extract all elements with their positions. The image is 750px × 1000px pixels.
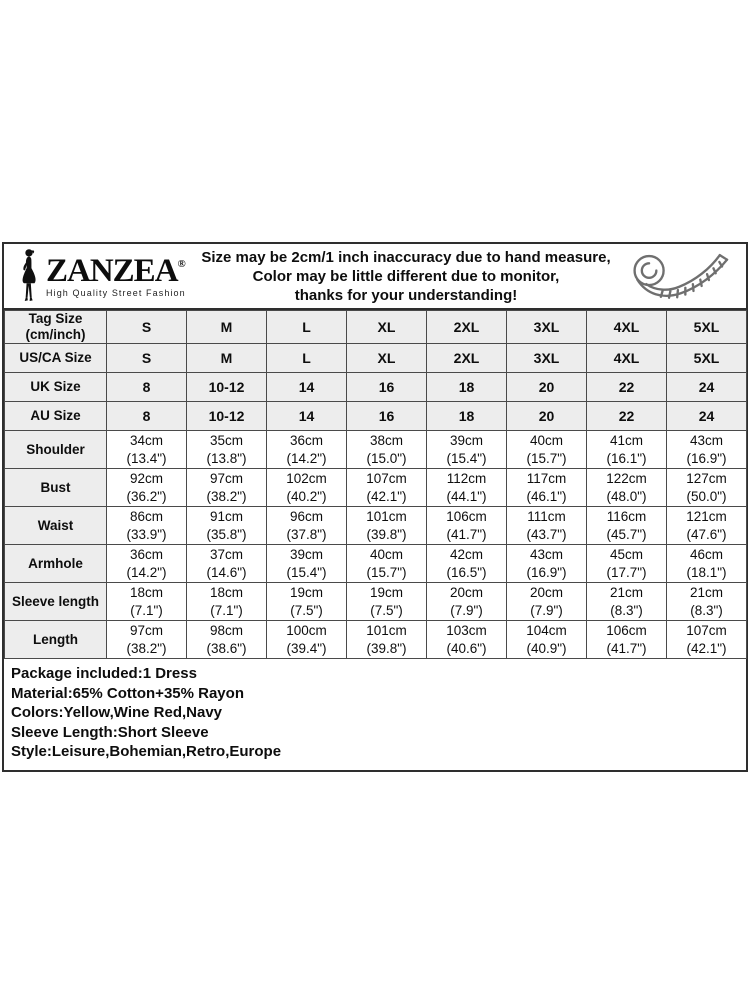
size-value-cell: 10-12 bbox=[187, 402, 267, 431]
table-row bbox=[5, 373, 747, 402]
measurement-cell: 92cm (36.2") bbox=[107, 469, 187, 507]
size-value-cell: XL bbox=[347, 344, 427, 373]
measurement-cell: 111cm (43.7") bbox=[507, 507, 587, 545]
measurement-cell: 98cm (38.6") bbox=[187, 621, 267, 659]
size-value-cell: M bbox=[187, 344, 267, 373]
row-label-cell: Bust bbox=[5, 469, 107, 507]
table-row bbox=[5, 545, 747, 583]
size-value-cell: 8 bbox=[107, 373, 187, 402]
measurement-cell: 36cm (14.2") bbox=[267, 431, 347, 469]
size-value-cell: 20 bbox=[507, 373, 587, 402]
measurement-cell: 112cm (44.1") bbox=[427, 469, 507, 507]
size-value-cell: 5XL bbox=[667, 311, 747, 344]
measurement-cell: 101cm (39.8") bbox=[347, 621, 427, 659]
measurement-cell: 91cm (35.8") bbox=[187, 507, 267, 545]
size-value-cell: 24 bbox=[667, 373, 747, 402]
measurement-cell: 36cm (14.2") bbox=[107, 545, 187, 583]
brand-logo bbox=[4, 248, 192, 304]
table-row bbox=[5, 344, 747, 373]
brand-logo-text bbox=[46, 252, 186, 298]
size-value-cell: 10-12 bbox=[187, 373, 267, 402]
measurement-cell: 97cm (38.2") bbox=[187, 469, 267, 507]
measurement-cell: 116cm (45.7") bbox=[587, 507, 667, 545]
measurement-cell: 43cm (16.9") bbox=[507, 545, 587, 583]
measurement-cell: 40cm (15.7") bbox=[507, 431, 587, 469]
size-value-cell: 3XL bbox=[507, 311, 587, 344]
detail-line-sleeve: Sleeve Length:Short Sleeve bbox=[11, 723, 209, 741]
size-value-cell: 16 bbox=[347, 402, 427, 431]
measurement-cell: 107cm (42.1") bbox=[347, 469, 427, 507]
size-value-cell: 14 bbox=[267, 373, 347, 402]
measurement-cell: 38cm (15.0") bbox=[347, 431, 427, 469]
row-label-cell: Shoulder bbox=[5, 431, 107, 469]
measurement-cell: 20cm (7.9") bbox=[427, 583, 507, 621]
size-table bbox=[4, 310, 747, 659]
measurement-cell: 35cm (13.8") bbox=[187, 431, 267, 469]
tape-measure-icon bbox=[620, 247, 738, 305]
size-value-cell: 16 bbox=[347, 373, 427, 402]
table-row bbox=[5, 507, 747, 545]
measurement-cell: 39cm (15.4") bbox=[427, 431, 507, 469]
measurement-cell: 21cm (8.3") bbox=[587, 583, 667, 621]
measurement-cell: 43cm (16.9") bbox=[667, 431, 747, 469]
measurement-cell: 19cm (7.5") bbox=[267, 583, 347, 621]
measurement-cell: 18cm (7.1") bbox=[107, 583, 187, 621]
size-value-cell: 20 bbox=[507, 402, 587, 431]
registered-mark: ® bbox=[177, 257, 186, 270]
table-row bbox=[5, 431, 747, 469]
measurement-cell: 127cm (50.0") bbox=[667, 469, 747, 507]
row-label-cell: AU Size bbox=[5, 402, 107, 431]
size-value-cell: 5XL bbox=[667, 344, 747, 373]
size-value-cell: 2XL bbox=[427, 344, 507, 373]
row-label-cell: Length bbox=[5, 621, 107, 659]
row-label-cell: Sleeve length bbox=[5, 583, 107, 621]
measurement-cell: 46cm (18.1") bbox=[667, 545, 747, 583]
size-table-body bbox=[5, 311, 747, 659]
measurement-cell: 42cm (16.5") bbox=[427, 545, 507, 583]
table-row bbox=[5, 583, 747, 621]
measurement-cell: 100cm (39.4") bbox=[267, 621, 347, 659]
brand-name-text: ZANZEA bbox=[46, 252, 178, 289]
measurement-cell: 106cm (41.7") bbox=[427, 507, 507, 545]
size-value-cell: 24 bbox=[667, 402, 747, 431]
measurement-cell: 121cm (47.6") bbox=[667, 507, 747, 545]
size-chart-panel bbox=[2, 242, 748, 772]
measurement-cell: 21cm (8.3") bbox=[667, 583, 747, 621]
detail-line-package: Package included:1 Dress bbox=[11, 665, 197, 682]
size-value-cell: 4XL bbox=[587, 344, 667, 373]
detail-line-material: Material:65% Cotton+35% Rayon bbox=[11, 684, 244, 702]
size-value-cell: 2XL bbox=[427, 311, 507, 344]
measurement-cell: 45cm (17.7") bbox=[587, 545, 667, 583]
size-value-cell: 4XL bbox=[587, 311, 667, 344]
size-value-cell: 14 bbox=[267, 402, 347, 431]
size-value-cell: 18 bbox=[427, 402, 507, 431]
row-label-cell: US/CA Size bbox=[5, 344, 107, 373]
measurement-cell: 107cm (42.1") bbox=[667, 621, 747, 659]
measurement-cell: 117cm (46.1") bbox=[507, 469, 587, 507]
table-row bbox=[5, 311, 747, 344]
notice-line-1: Size may be 2cm/1 inch inaccuracy due to hand measure, bbox=[201, 248, 611, 266]
size-value-cell: S bbox=[107, 344, 187, 373]
measurement-cell: 103cm (40.6") bbox=[427, 621, 507, 659]
measurement-cell: 97cm (38.2") bbox=[107, 621, 187, 659]
size-value-cell: 18 bbox=[427, 373, 507, 402]
size-value-cell: S bbox=[107, 311, 187, 344]
measurement-cell: 41cm (16.1") bbox=[587, 431, 667, 469]
size-value-cell: 22 bbox=[587, 402, 667, 431]
row-label-cell: Armhole bbox=[5, 545, 107, 583]
size-value-cell: 8 bbox=[107, 402, 187, 431]
header-band bbox=[4, 244, 746, 310]
measurement-cell: 20cm (7.9") bbox=[507, 583, 587, 621]
notice-line-2: Color may be little different due to monitor, bbox=[252, 267, 560, 285]
measurement-cell: 96cm (37.8") bbox=[267, 507, 347, 545]
notice-line-3: thanks for your understanding! bbox=[294, 286, 518, 304]
measurement-cell: 34cm (13.4") bbox=[107, 431, 187, 469]
measurement-cell: 37cm (14.6") bbox=[187, 545, 267, 583]
measurement-cell: 102cm (40.2") bbox=[267, 469, 347, 507]
detail-line-colors: Colors:Yellow,Wine Red,Navy bbox=[11, 704, 223, 721]
measurement-cell: 101cm (39.8") bbox=[347, 507, 427, 545]
measurement-cell: 122cm (48.0") bbox=[587, 469, 667, 507]
size-value-cell: L bbox=[267, 311, 347, 344]
table-row bbox=[5, 621, 747, 659]
measurement-cell: 18cm (7.1") bbox=[187, 583, 267, 621]
size-value-cell: 3XL bbox=[507, 344, 587, 373]
row-label-cell: Waist bbox=[5, 507, 107, 545]
detail-line-style: Style:Leisure,Bohemian,Retro,Europe bbox=[11, 743, 282, 760]
brand-name bbox=[46, 252, 186, 289]
table-row bbox=[5, 402, 747, 431]
size-value-cell: L bbox=[267, 344, 347, 373]
measurement-cell: 39cm (15.4") bbox=[267, 545, 347, 583]
measurement-cell: 19cm (7.5") bbox=[347, 583, 427, 621]
table-row bbox=[5, 469, 747, 507]
brand-tagline: High Quality Street Fashion bbox=[46, 287, 186, 298]
measurement-cell: 106cm (41.7") bbox=[587, 621, 667, 659]
measurement-cell: 104cm (40.9") bbox=[507, 621, 587, 659]
size-value-cell: M bbox=[187, 311, 267, 344]
woman-silhouette-icon bbox=[14, 248, 44, 304]
row-label-cell: UK Size bbox=[5, 373, 107, 402]
measurement-cell: 86cm (33.9") bbox=[107, 507, 187, 545]
product-details bbox=[4, 659, 746, 770]
measurement-cell: 40cm (15.7") bbox=[347, 545, 427, 583]
size-value-cell: 22 bbox=[587, 373, 667, 402]
measure-notice bbox=[192, 248, 620, 305]
size-value-cell: XL bbox=[347, 311, 427, 344]
row-label-cell: Tag Size (cm/inch) bbox=[5, 311, 107, 344]
